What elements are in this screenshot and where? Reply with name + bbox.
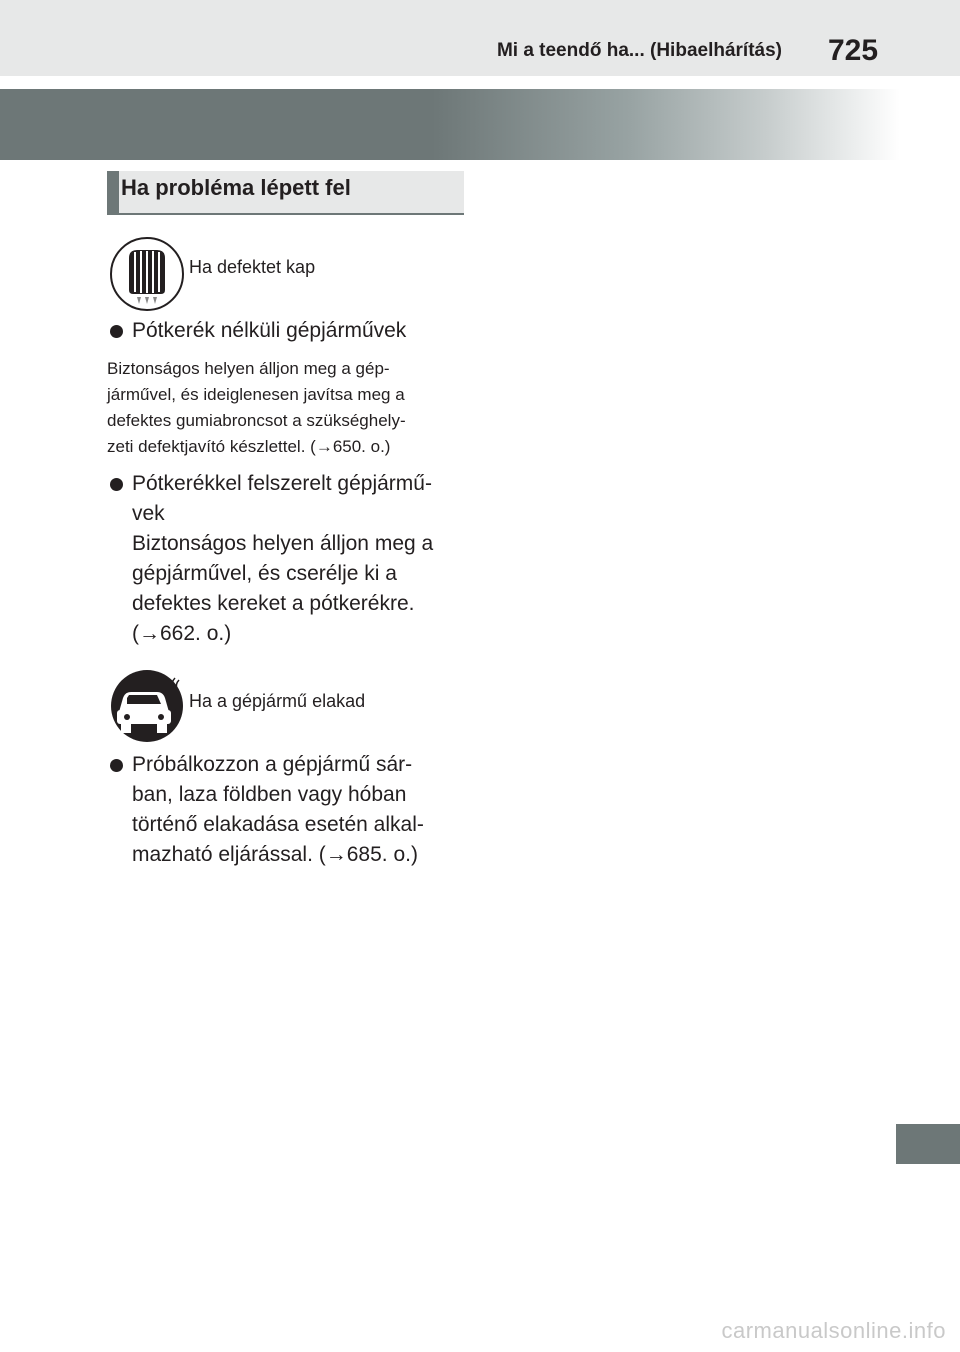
text-line: ban, laza földben vagy hóban — [132, 783, 407, 806]
text-line: vek — [132, 502, 165, 525]
stuck-vehicle-label: Ha a gépjármű elakad — [189, 691, 366, 711]
text-line: defektes kereket a pótkerékre. — [132, 592, 415, 615]
text-line: zeti defektjavító készlettel. (→650. o.) — [107, 437, 391, 456]
flat-tire-label: Ha defektet kap — [189, 257, 316, 277]
bullet-title-no-spare: Pótkerék nélküli gépjárművek — [132, 319, 407, 342]
bullet-dot — [110, 325, 123, 338]
text-line: defektes gumiabroncsot a szükséghely- — [107, 411, 406, 430]
paragraph-stuck — [132, 750, 468, 870]
header-bar — [0, 0, 960, 76]
section-heading-accent — [107, 171, 119, 213]
text-line: Pótkerékkel felszerelt gépjármű- — [132, 472, 432, 495]
text-line: Biztonságos helyen álljon meg a gép- — [107, 359, 390, 378]
text-line: gépjárművel, és cserélje ki a — [132, 562, 397, 585]
text-line: Próbálkozzon a gépjármű sár- — [132, 753, 413, 776]
text-line: mazható eljárással. (→685. o.) — [132, 843, 418, 866]
text-line: (→662. o.) — [132, 622, 232, 645]
section-title: Ha probléma lépett fel — [121, 175, 351, 200]
text-line: történő elakadása esetén alkal- — [132, 813, 424, 836]
chapter-side-tab — [896, 1124, 960, 1164]
flat-tire-icon — [109, 236, 185, 312]
header-title: Mi a teendő ha... (Hibaelhárítás) — [496, 40, 782, 61]
stuck-vehicle-icon — [109, 668, 185, 744]
bullet-dot — [110, 759, 123, 772]
text-line: Biztonságos helyen álljon meg a — [132, 532, 434, 555]
watermark: carmanualsonline.info — [721, 1318, 946, 1343]
paragraph-with-spare — [132, 469, 468, 649]
text-line: járművel, és ideiglenesen javítsa meg a — [107, 385, 405, 404]
paragraph-no-spare — [107, 356, 467, 460]
page-number: 725 — [828, 34, 879, 67]
bullet-dot — [110, 478, 123, 491]
chapter-band — [0, 89, 900, 160]
